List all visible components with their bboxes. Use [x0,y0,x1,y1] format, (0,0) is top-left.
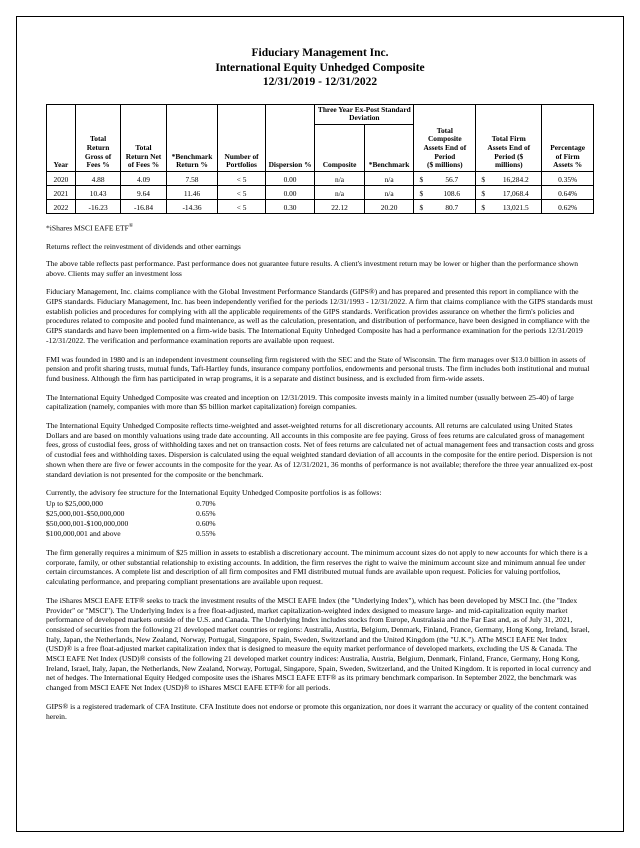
spacer-cell [121,104,166,124]
cell-firm-assets: 17,068.4 [490,185,542,199]
cell-portfolios: < 5 [218,185,265,199]
cell-composite-sd: 22.12 [315,199,365,213]
cell-dispersion: 0.30 [265,199,315,213]
fee-rate-value: 0.65% [196,508,216,518]
line: Percentage [550,142,586,152]
fee-row [46,529,594,539]
line: Dispersion % [268,160,312,170]
line: Return Net [125,151,162,161]
title-line-3: 12/31/2019 - 12/31/2022 [262,76,378,88]
col-total-composite-assets [414,124,476,171]
cell-portfolios: < 5 [218,199,265,213]
spacer-cell [265,104,315,124]
line: Total [90,134,107,144]
spacer-cell [47,104,76,124]
line: Assets End of [487,142,531,152]
col-percentage-firm-assets [542,124,594,171]
cell-composite-sd: n/a [315,171,365,185]
col-benchmark-sd [364,124,414,171]
table-body [47,171,594,213]
line: of Fees % [127,160,160,170]
group-header-three-year [315,104,414,124]
cell-benchmark-sd: n/a [364,171,414,185]
fee-schedule-table [46,499,594,539]
paragraph-gips-compliance: Fiduciary Management, Inc. claims compliance with the Global Investment Performance Standards (GIPS®) and has prepared and presented this report in compliance with the GIPS standards. Fiduciary Management, Inc. has been independently verified for the periods 12/31/1993 - 12/31/2022. A firm that claims compliance with the GIPS standards must establish policies and procedures for complying with all the applicable requirements of the GIPS standards. Verification provides assurance on whether the firm's policies and procedures related to composite and pooled fund maintenance, as well as the calculation, presentation, and distribution of performance, have been designed in compliance with the GIPS standards and have been implemented on a firm-wide basis. The International Equity Unhedged Composite has had a performance examination for the periods 12/31/2019 -12/31/2022. The verification and performance examination reports are available upon request. [46,287,593,345]
col-dispersion [265,124,315,171]
line: Composite [322,160,357,170]
benchmark-footnote [46,221,594,234]
paragraph-fee-intro: Currently, the advisory fee structure for the International Equity Unhedged Composite portfolios is as follows: [46,488,382,498]
cell-pct-firm: 0.64% [542,185,594,199]
cell-benchmark-return: -14.36 [166,199,218,213]
paragraph-returns-reflect: Returns reflect the reinvestment of dividends and other earnings [46,242,241,252]
cell-benchmark-sd: 20.20 [364,199,414,213]
cell-composite-sd: n/a [315,185,365,199]
title-line-1: Fiduciary Management Inc. [251,47,389,59]
fee-rate-value: 0.60% [196,518,216,528]
line: *Benchmark [171,151,213,161]
cell-net: 4.09 [121,171,166,185]
title-line-2: International Equity Unhedged Composite [215,61,425,74]
table-row [47,199,594,213]
fee-rate-value: 0.55% [196,528,216,538]
line: Assets End of [423,142,467,152]
fee-row [46,499,594,509]
cell-composite-assets: 56.7 [428,171,475,185]
cell-net: -16.84 [121,199,166,213]
table-row [47,185,594,199]
col-total-return-net [121,124,166,171]
cell-pct-firm: 0.62% [542,199,594,213]
col-benchmark-return [166,124,218,171]
cell-gross: 10.43 [75,185,120,199]
fee-tier-label: $50,000,001-$100,000,000 [46,518,129,528]
line: millions) [495,160,523,170]
cell-gross: -16.23 [75,199,120,213]
cell-year: 2020 [47,171,76,185]
line: Gross of [84,151,112,161]
cell-composite-assets-symbol: $ [414,171,428,185]
cell-firm-assets-symbol: $ [476,185,490,199]
col-total-firm-assets [476,124,542,171]
cell-gross: 4.88 [75,171,120,185]
cell-portfolios: < 5 [218,171,265,185]
line: Composite [427,134,462,144]
page-title [46,46,594,90]
fee-tier-label: $100,000,001 and above [46,528,121,538]
cell-firm-assets-symbol: $ [476,199,490,213]
line: Fees % [86,160,110,170]
paragraph-gips-trademark: GIPS® is a registered trademark of CFA Institute. CFA Institute does not endorse or promote this organization, nor does it warrant the accuracy or quality of the content contained herein. [46,701,589,721]
cell-benchmark-sd: n/a [364,185,414,199]
col-composite-sd [315,124,365,171]
col-year-label: Year [53,160,69,170]
cell-firm-assets-symbol: $ [476,171,490,185]
line: Return % [176,160,208,170]
group-header-line-2: Deviation [349,113,380,123]
table-header-row [47,124,594,171]
spacer-cell [414,104,476,124]
line: Total Firm [491,134,526,144]
table-row [47,171,594,185]
cell-dispersion: 0.00 [265,185,315,199]
spacer-cell [75,104,120,124]
performance-table [46,104,594,214]
cell-firm-assets: 16,284.2 [490,171,542,185]
spacer-cell [218,104,265,124]
line: Portfolios [226,160,257,170]
fee-tier-label: Up to $25,000,000 [46,498,103,508]
cell-composite-assets: 80.7 [428,199,475,213]
cell-net: 9.64 [121,185,166,199]
spacer-cell [166,104,218,124]
cell-year: 2022 [47,199,76,213]
line: *Benchmark [368,160,410,170]
cell-dispersion: 0.00 [265,171,315,185]
paragraph-return-calculation: The International Equity Unhedged Composite reflects time-weighted and asset-weighted returns for all discretionary accounts. All returns are calculated using United States Dollars and are based on monthly valuations using trade date accounting. All accounts in this composite are fee paying. Gross of fees returns are calculated gross of management fees, gross of custodial fees, gross of withholding taxes and net on transaction costs. Net of fees returns are calculated net of actual management fees and transaction costs and gross of custodial fees and withholding taxes. Dispersion is calculated using the equal weighted standard deviation of all accounts in the composite for the entire period. Dispersion is not shown when there are five or fewer accounts in the composite for the year. As of 12/31/2021, 36 months of performance is not available; therefore the three year annualized ex-post standard deviation is not presented for the composite or the benchmark. [46,421,594,479]
fee-row [46,519,594,529]
cell-composite-assets: 108.6 [428,185,475,199]
line: of Firm [555,151,580,161]
line: Return [86,142,110,152]
document-content [30,34,610,721]
line: Number of [224,151,259,161]
spacer-cell [476,104,542,124]
benchmark-footnote-text: *iShares MSCI EAFE ETF [46,223,129,233]
line: ($ millions) [427,160,463,170]
col-number-of-portfolios [218,124,265,171]
line: Assets % [553,160,583,170]
spacer-cell [542,104,594,124]
paragraph-composite-inception: The International Equity Unhedged Composite was created and inception on 12/31/2019. This composite invests mainly in a limited number (usually between 25-40) of large capitalization (namely, companies with more than $5 billion market capitalization) foreign companies. [46,392,574,412]
paragraph-minimum-account: The firm generally requires a minimum of $25 million in assets to establish a discretionary account. The minimum account sizes do not apply to new accounts for which there is a corporate, family, or other substantial relationship to existing accounts. In addition, the firm reserves the right to waive the minimum account size and minimum annual fee under certain circumstances. A complete list and description of all firm composites and FMI distributed mutual funds are available upon request. Policies for valuing portfolios, calculating performance, and preparing compliant presentations are available upon request. [46,547,588,587]
cell-composite-assets-symbol: $ [414,199,428,213]
cell-year: 2021 [47,185,76,199]
cell-firm-assets: 13,021.5 [490,199,542,213]
cell-benchmark-return: 11.46 [166,185,218,199]
line: Total [135,142,152,152]
registered-mark: ® [128,222,134,229]
line: Period ($ [494,151,524,161]
cell-pct-firm: 0.35% [542,171,594,185]
paragraph-benchmark-description: The iShares MSCI EAFE ETF® seeks to track the investment results of the MSCI EAFE Index (the "Underlying Index"), which has been developed by MSCI Inc. (the "Index Provider" or "MSCI"). The Underlying Index is a free float-adjusted, market capitalization-weighted index designed to measure large- and mid-capitalization equity market performance of developed markets outside of the U.S. and Canada. The Underlying Index includes stocks from Europe, Australasia and the Far East and, as of July 31, 2021, consisted of securities from the following 21 developed market countries or regions: Australia, Austria, Belgium, Denmark, Finland, France, Germany, Hong Kong, Ireland, Israel, Italy, Japan, the Netherlands, New Zealand, Norway, Portugal, Singapore, Spain, Sweden, Switzerland and the United Kingdom (the "U.K."). AThe MSCI EAFE Net Index (USD)® is a free float-adjusted market capitalization index that is designed to measure the equity market performance of developed markets, excluding the US & Canada. The MSCI EAFE Net Index (USD)® consists of the following 21 developed market country indices: Australia, Austria, Belgium, Denmark, Finland, France, Germany, Hong Kong, Ireland, Israel, Italy, Japan, the Netherlands, New Zealand, Norway, Portugal, Singapore, Spain, Sweden, Switzerland, and the United Kingdom. It is reported in local currency and net of hedges. The International Equity Hedged composite uses the iShares MSCI EAFE ETF® as its primary benchmark comparison. In September 2022, the benchmark was changed from MSCI EAFE Net Index (USD)® to iShares MSCI EAFE ETF® for all periods. [46,595,591,693]
table-group-header-row [47,104,594,124]
line: Total [436,125,453,135]
cell-composite-assets-symbol: $ [414,185,428,199]
col-total-return-gross [75,124,120,171]
fee-rate-value: 0.70% [196,498,216,508]
fee-row [46,509,594,519]
paragraph-firm-background: FMI was founded in 1980 and is an independent investment counseling firm registered with the SEC and the State of Wisconsin. The firm manages over $13.0 billion in assets of pension and profit sharing trusts, mutual funds, Taft-Hartley funds, insurance company portfolios, endowments and personal trusts. The firm includes both institutional and mutual fund business. Although the firm has participated in wrap programs, it is a separate and distinct business, and is excluded from firm-wide assets. [46,354,590,383]
paragraph-past-performance: The above table reflects past performance. Past performance does not guarantee future results. A client's investment return may be lower or higher than the performance shown above. Clients may suffer an investment loss [46,258,579,278]
fee-tier-label: $25,000,001-$50,000,000 [46,508,125,518]
line: Period [434,151,456,161]
cell-benchmark-return: 7.58 [166,171,218,185]
col-year [47,124,76,171]
group-header-line-1: Three Year Ex-Post Standard [317,104,411,114]
